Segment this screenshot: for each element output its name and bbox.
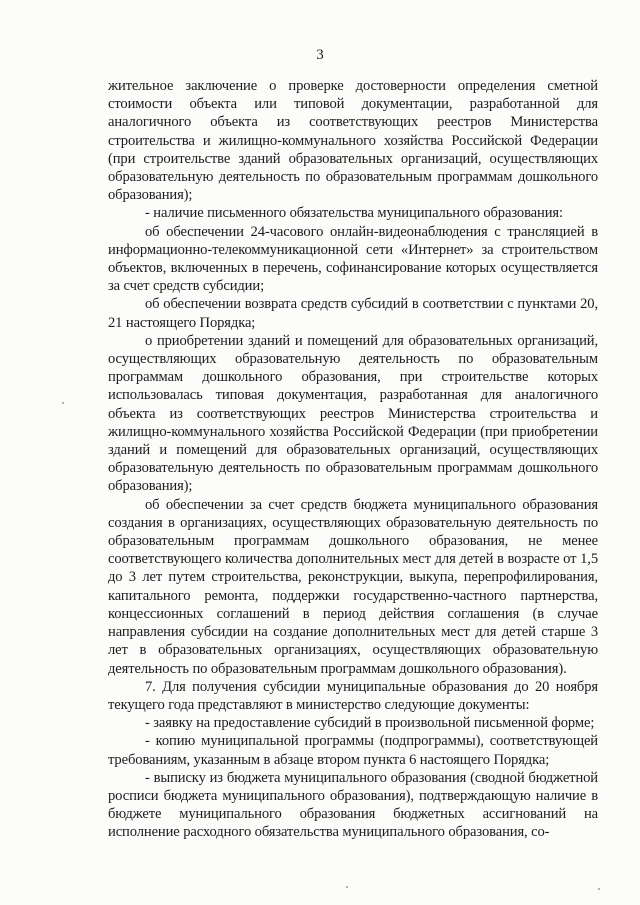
paragraph-building-acquisition: о приобретении зданий и помещений для образовательных организаций, осуществляющих образовательную деятельность по образовательным программам дошкольного образования, при строительстве которых использовалась типовая документация, разработанная для аналогичного объекта из соответствующих реестров Министерства строительства и жилищно-коммунального хозяйства Российской Федерации (при приобретении зданий и помещений для образовательных организаций, осуществляющих образовательную деятельность по образовательным программам дошкольного образования); — [108, 332, 598, 495]
paragraph-item-7: 7. Для получения субсидии муниципальные образования до 20 ноября текущего года представляют в министерство следующие документы: — [108, 678, 598, 713]
document-body — [108, 77, 598, 842]
paragraph-written-obligation: - наличие письменного обязательства муниципального образования: — [145, 205, 563, 222]
scan-speck — [346, 886, 348, 888]
paragraph-budget-extract: - выписку из бюджета муниципального образования (сводной бюджетной росписи бюджета муниципального образования), подтверждающую наличие в бюджете муниципального образования бюджетных ассигнований на исполнение расходного обязательства муниципального образования, со- — [108, 769, 598, 841]
page-number: 3 — [316, 47, 324, 63]
scan-speck — [598, 888, 600, 890]
scan-speck — [62, 402, 64, 404]
paragraph-application: - заявку на предоставление субсидий в произвольной письменной форме; — [145, 715, 595, 732]
paragraph-program-copy: - копию муниципальной программы (подпрограммы), соответствующей требованиям, указанным в абзаце втором пункта 6 настоящего Порядка; — [108, 733, 598, 768]
paragraph-continuation: жительное заключение о проверке достоверности определения сметной стоимости объекта или типовой документации, разработанной для аналогичного объекта из соответствующих реестров Министерства строительства и жилищно-коммунального хозяйства Российской Федерации (при строительстве зданий образовательных организаций, осуществляющих образовательную деятельность по образовательным программам дошкольного образования); — [108, 78, 598, 204]
paragraph-video-surveillance: об обеспечении 24-часового онлайн-видеонаблюдения с трансляцией в информационно-телекоммуникационной сети «Интернет» за строительством объектов, включенных в перечень, софинансирование которых осуществляется за счет средств субсидии; — [108, 223, 598, 295]
paragraph-subsidy-return: об обеспечении возврата средств субсидий в соответствии с пунктами 20, 21 настоящего Порядка; — [108, 296, 598, 331]
paragraph-additional-places: об обеспечении за счет средств бюджета муниципального образования создания в организациях, осуществляющих образовательную деятельность по образовательным программам дошкольного образования, не менее соответствующего количества дополнительных мест для детей в возрасте от 1,5 до 3 лет путем строительства, реконструкции, выкупа, перепрофилирования, капитального ремонта, поддержки государственно-частного партнерства, концессионных соглашений в период действия соглашения (в случае направления субсидии на создание дополнительных мест для детей старше 3 лет в образовательных организациях, осуществляющих образовательную деятельность по образовательным программам дошкольного образования). — [108, 496, 598, 677]
